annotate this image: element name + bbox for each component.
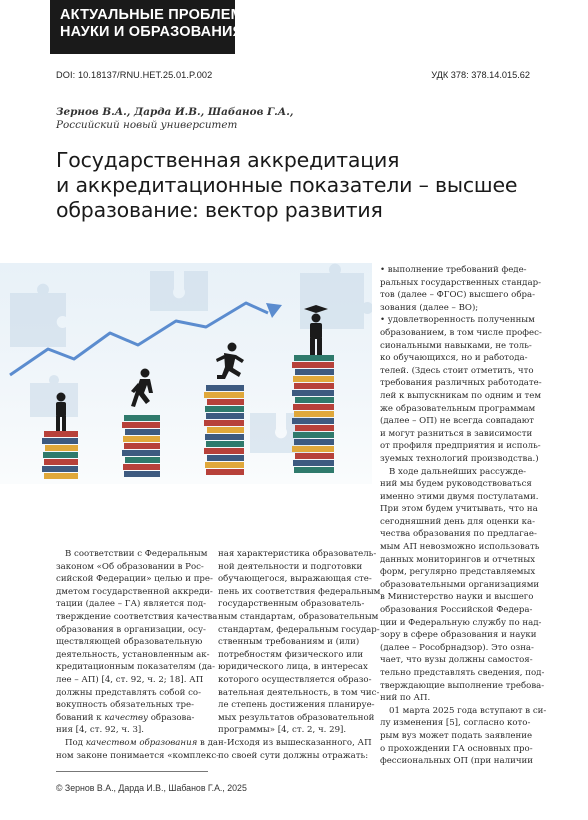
- illustration-svg: [0, 263, 372, 484]
- text-line: программы» [4, ст. 2, ч. 29].: [218, 725, 347, 736]
- text-line: образованием, в том числе профес-: [380, 327, 542, 338]
- text-line: же образовательным программам: [380, 403, 536, 414]
- emphasis-term: качеством образования: [85, 737, 198, 748]
- text-line: вокупность обязательных тре-: [56, 700, 194, 711]
- text-line: вательная деятельность, в том чис-: [218, 687, 380, 698]
- text-line: ная характеристика образователь-: [218, 549, 377, 559]
- text-line: лее – АП) [4, ст. 92, ч. 2; 18]. АП: [56, 674, 204, 685]
- figure-walking-icon: [131, 369, 153, 408]
- text-line: рым вуз может подать заявление: [380, 730, 533, 741]
- text-line: по своей сути должны отражать:: [218, 750, 369, 761]
- emphasis-term: качеству: [104, 712, 148, 723]
- text-line: данных мониторингов и отчетных: [380, 554, 536, 565]
- text-line: мым АП невозможно использовать: [380, 542, 540, 553]
- text-fragment: в дан-: [200, 737, 227, 748]
- text-column-3: [380, 264, 547, 768]
- text-column-2: [218, 548, 381, 762]
- text-line: и могут разниться в зависимости: [380, 428, 533, 439]
- text-line: сегодняшний день для оценки ка-: [380, 516, 536, 527]
- authors: Зернов В.А., Дарда И.В., Шабанов Г.А.,: [56, 106, 294, 118]
- text-line: лу изменения [5], согласно кото-: [380, 718, 531, 729]
- text-line: лей к выпускникам по одним и тем: [380, 390, 542, 401]
- text-line: которого осуществляется образо-: [218, 674, 372, 685]
- figure-standing-icon: [56, 393, 66, 432]
- text-line: (далее – ОП) не всегда совпадают: [380, 416, 535, 427]
- text-line: дметом государственной аккреди-: [56, 586, 213, 597]
- arrow-head-icon: [266, 303, 282, 318]
- text-line: чества образования по предлагае-: [380, 529, 537, 540]
- text-line: При этом будем учитывать, что на: [380, 504, 538, 515]
- text-line: чает, что вузы должны самостоя-: [380, 655, 533, 666]
- title-line-3: образование: вектор развития: [56, 198, 383, 222]
- article-title: [56, 148, 526, 223]
- title-line-1: Государственная аккредитация: [56, 148, 400, 172]
- text-line: сиональными навыками, не толь-: [380, 340, 532, 351]
- text-line: мых результатов образовательной: [218, 712, 375, 723]
- text-line: от профиля предприятия и исполь-: [380, 441, 541, 452]
- affiliation: Российский новый университет: [56, 119, 238, 131]
- text-line: ной деятельности и подготовки: [218, 561, 363, 572]
- text-line: (далее – Рособрнадзор). Это озна-: [380, 642, 534, 653]
- text-fragment: образова-: [150, 712, 195, 723]
- text-line: ния [4, ст. 92, ч. 3].: [56, 725, 145, 736]
- text-line: телей. (Здесь стоит отметить, что: [380, 365, 534, 376]
- text-line: Исходя из вышесказанного, АП: [227, 737, 372, 748]
- text-line: государственным образователь-: [218, 599, 365, 610]
- text-line: о прохождении ГА основных про-: [380, 743, 533, 754]
- text-line: потребностям физического или: [218, 649, 364, 660]
- text-line: ко обучающихся, но и работода-: [380, 353, 528, 364]
- book-stack-2: [122, 415, 160, 477]
- copyright: © Зернов В.А., Дарда И.В., Шабанов Г.А., 2025: [56, 783, 247, 793]
- journal-title-line-2: НАУКИ И ОБРАЗОВАНИЯ: [60, 24, 244, 40]
- text-line: юридического лица, в интересах: [218, 662, 368, 673]
- text-line: В ходе дальнейших рассужде-: [389, 466, 527, 477]
- journal-title-box: [50, 0, 258, 54]
- book-stack-3: [204, 385, 244, 475]
- text-line: ний по АП.: [380, 693, 431, 704]
- text-line: ции и Федеральную службу по над-: [380, 617, 542, 628]
- text-line: стандартам, федеральным государ-: [218, 624, 380, 635]
- text-line: зуемых технологий производства.): [380, 453, 539, 464]
- text-line: обучающегося, выражающая сте-: [218, 574, 372, 585]
- text-line: пень их соответствия федеральным: [218, 586, 381, 597]
- doi: DOI: 10.18137/RNU.HET.25.01.P.002: [56, 70, 213, 80]
- text-line: тельно представлять сведения, под-: [380, 668, 545, 678]
- text-line: ральных государственных стандар-: [380, 277, 541, 288]
- text-line: ний мы будем руководствоваться: [380, 479, 532, 490]
- text-line: фессиональных ОП (при наличии: [380, 756, 533, 767]
- text-fragment: Под: [65, 737, 83, 748]
- text-line: законом «Об образовании в Рос-: [56, 561, 204, 572]
- text-line: ществляющей образовательную: [56, 637, 203, 648]
- figure-running-icon: [216, 343, 244, 380]
- illustration-book-stairs: [0, 263, 372, 484]
- book-stack-1: [42, 431, 78, 479]
- text-line: тов (далее – ФГОС) высшего обра-: [380, 290, 536, 301]
- text-line: образования Российской Федера-: [380, 605, 533, 616]
- text-line: ле степень достижения планируе-: [218, 700, 375, 711]
- footnote-divider: [56, 771, 208, 772]
- journal-title-line-1: АКТУАЛЬНЫЕ ПРОБЛЕМЫ: [60, 7, 258, 23]
- title-line-2: и аккредитационные показатели – высшее: [56, 173, 518, 197]
- text-line: сийской Федерации» целью и пре-: [56, 574, 213, 585]
- text-column-1: [56, 548, 227, 762]
- text-line: кредитационным показателям (да-: [56, 662, 216, 673]
- text-fragment: бований к: [56, 712, 102, 723]
- text-line: ным стандартам, образовательным: [218, 611, 379, 622]
- text-line: должны представлять собой со-: [56, 687, 201, 698]
- text-line: форм, регулярно представляемых: [380, 567, 536, 578]
- text-line-mixed: [56, 737, 227, 750]
- text-line: тверждающие выполнение требова-: [380, 680, 545, 691]
- bullet-line: • выполнение требований феде-: [380, 265, 527, 275]
- text-line: ственным требованиям и (или): [218, 637, 360, 648]
- text-line: 01 марта 2025 года вступают в си-: [389, 705, 547, 716]
- text-line: ном законе понимается «комплекс-: [56, 750, 220, 761]
- udk: УДК 378: 378.14.015.62: [431, 70, 530, 80]
- text-line: в Министерство науки и высшего: [380, 592, 534, 603]
- text-line: именно этими двумя постулатами.: [380, 491, 539, 502]
- text-line: образовательными организациями: [380, 579, 540, 590]
- text-line: деятельность, установленным ак-: [56, 649, 210, 660]
- text-line-mixed: [56, 712, 208, 725]
- book-stack-4: [292, 355, 334, 473]
- text-line: образования в организации, осу-: [56, 624, 206, 635]
- bullet-line: • удовлетворенность полученным: [380, 315, 535, 326]
- text-line: зору в сфере образования и науки: [380, 630, 537, 641]
- text-line: тверждение соответствия качества: [56, 611, 218, 622]
- text-line: В соответствии с Федеральным: [65, 549, 208, 559]
- text-line: требования различных работодате-: [380, 378, 542, 389]
- text-line: зования (далее – ВО);: [380, 302, 479, 313]
- text-line: тации (далее – ГА) является под-: [56, 599, 207, 610]
